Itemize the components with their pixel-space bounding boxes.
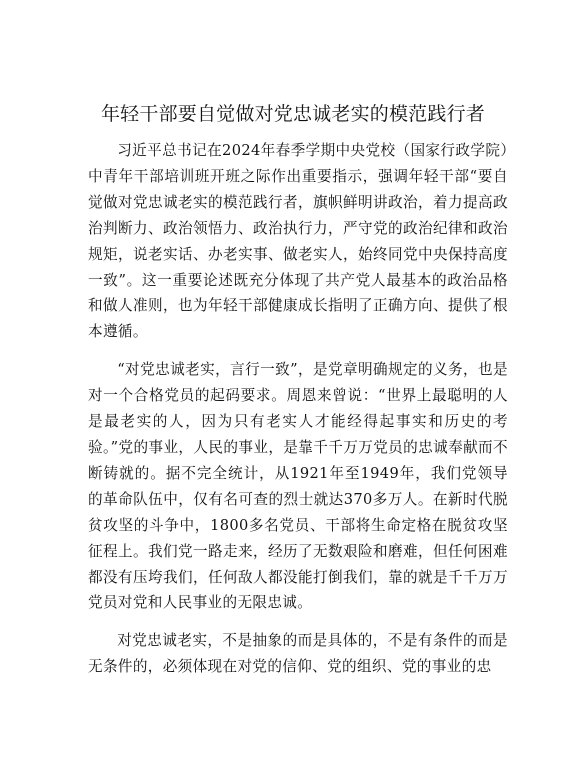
paragraph-1: 习近平总书记在2024年春季学期中央党校（国家行政学院）中青年干部培训班开班之际作出重要指示，强调年轻干部“要自觉做对党忠诚老实的模范践行者，旗帜鲜明讲政治，着力提高政治判断力、政治领悟力、政治执行力，严守党的政治纪律和政治规矩，说老实话、办老实事、做老实人，始终同党中央保持高度一致”。这一重要论述既充分体现了共产党人最基本的政治品格和做人准则，也为年轻干部健康成长指明了正确方向、提供了根本遵循。 [88, 142, 508, 341]
document-title: 年轻干部要自觉做对党忠诚老实的模范践行者 [100, 103, 485, 125]
document-body [88, 138, 508, 692]
paragraph-3: 对党忠诚老实，不是抽象的而是具体的，不是有条件的而是无条件的，必须体现在对党的信仰、党的组织、党的事业的忠 [88, 632, 508, 676]
paragraph-2: “对党忠诚老实，言行一致”，是党章明确规定的义务，也是对一个合格党员的起码要求。周恩来曾说：“世界上最聪明的人是最老实的人，因为只有老实人才能经得起事实和历史的考验。”党的事业，人民的事业，是靠千千万万党员的忠诚奉献而不断铸就的。据不完全统计，从1921年至1949年，我们党领导的革命队伍中，仅有名可查的烈士就达370多万人。在新时代脱贫攻坚的斗争中，1800多名党员、干部将生命定格在脱贫攻坚征程上。我们党一路走来，经历了无数艰险和磨难，但任何困难都没有压垮我们，任何敌人都没能打倒我们，靠的就是千千万万党员对党和人民事业的无限忠诚。 [88, 361, 508, 612]
